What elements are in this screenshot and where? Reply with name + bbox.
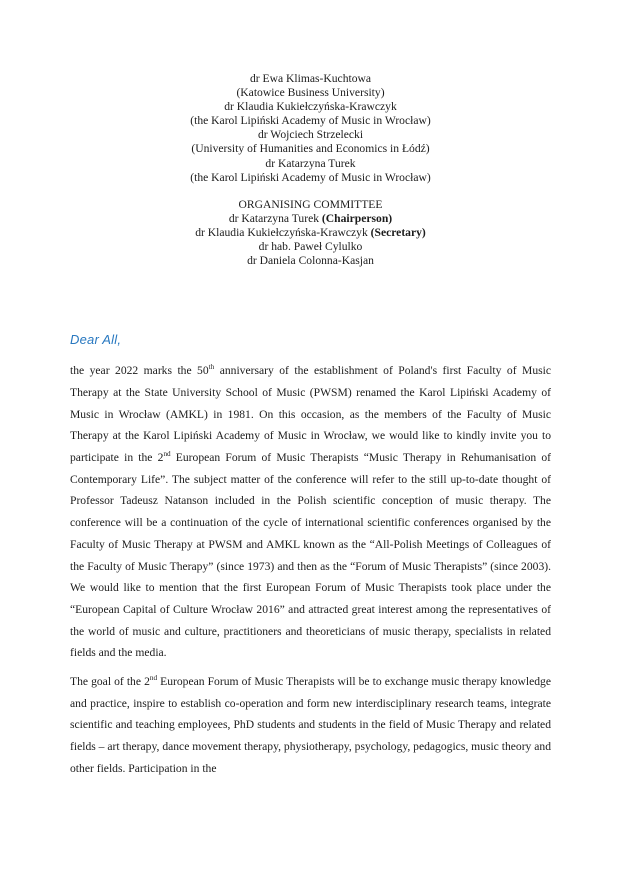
organising-committee-title: ORGANISING COMMITTEE — [238, 197, 383, 211]
committee-member-affiliation: (Katowice Business University) — [236, 86, 385, 100]
committee-member-name: dr Klaudia Kukiełczyńska-Krawczyk — [224, 100, 397, 114]
letter-paragraph-1: the year 2022 marks the 50th anniversary of the establishment of Poland's first Faculty of Music Therapy at the State University School of Music (PWSM) renamed the Karol Lipiński Academy of Music in Wrocław (AMKL) in 1981. On this occasion, as the members of the Faculty of Music Therapy at the Karol Lipiński Academy of Music in Wrocław, we would like to kindly invite you to participate in the 2nd European Forum of Music Therapists “Music Therapy in Rehumanisation of Contemporary Life”. The subject matter of the conference will refer to the still up-to-date thought of Professor Tadeusz Natanson included in the Polish scientific conception of music therapy. The conference will be a continuation of the cycle of international scientific conferences organised by the Faculty of Music Therapy at PWSM and AMKL known as the “All-Polish Meetings of Colleagues of the Faculty of Music Therapy” (since 1973) and then as the “Forum of Music Therapists” (since 2003). We would like to mention that the first European Forum of Music Therapists took place under the “European Capital of Culture Wrocław 2016” and attracted great interest among the representatives of the world of music and culture, practitioners and theoreticians of music therapy, specialists in related fields and the media. — [70, 363, 552, 660]
organising-committee-member: dr Daniela Colonna-Kasjan — [247, 254, 374, 268]
organising-committee-member: dr Katarzyna Turek (Chairperson) — [228, 211, 393, 225]
letter-salutation: Dear All, — [70, 332, 122, 348]
committee-member-affiliation: (the Karol Lipiński Academy of Music in Wrocław) — [190, 170, 431, 184]
committee-member-affiliation: (the Karol Lipiński Academy of Music in Wrocław) — [190, 114, 431, 128]
scientific-committee-block — [70, 72, 551, 185]
committee-member-name: dr Katarzyna Turek — [265, 156, 356, 170]
organising-committee-block — [70, 198, 551, 268]
committee-member-affiliation: (University of Humanities and Economics in Łódź) — [191, 142, 430, 156]
organising-committee-member: dr Klaudia Kukiełczyńska-Krawczyk (Secretary) — [195, 225, 426, 239]
committee-member-name: dr Ewa Klimas-Kuchtowa — [249, 72, 372, 85]
organising-committee-member: dr hab. Paweł Cylulko — [258, 240, 363, 254]
letter-paragraph-2: The goal of the 2nd European Forum of Music Therapists will be to exchange music therapy knowledge and practice, inspire to establish co-operation and form new interdisciplinary research teams, integrate scientific and teaching employees, PhD students and students in the field of Music Therapy and related fields – art therapy, dance movement therapy, physiotherapy, psychology, pedagogics, music theory and other fields. Participation in the — [70, 674, 552, 775]
committee-member-name: dr Wojciech Strzelecki — [257, 128, 364, 142]
